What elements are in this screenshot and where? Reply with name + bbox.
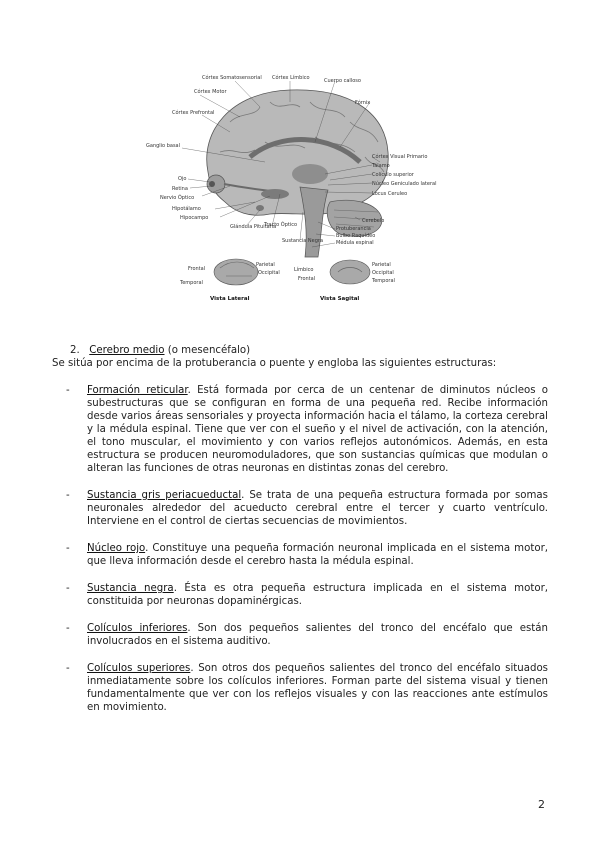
label-cortex-visual-primario: Córtex Visual Primario: [372, 154, 428, 160]
label-ganglio-basal: Ganglio basal: [146, 143, 181, 149]
item-text: . Está formada por cerca de un centenar de diminutos núcleos o subestructuras que se configuran en forma de una pequeña red. Recibe información desde varios áreas sensoriales y proyecta información hacia el tálamo, la corteza cerebral y la médula espinal. Tiene que ver con el sueño y el nivel de activación, con la atención, el tono muscular, el movimiento y con varios reflejos autonómicos. Además, en esta estructura se producen neuromoduladores, que son sustancias químicas que modulan o alteran las funciones de otras neuronas en distintas zonas del cerebro.: [87, 385, 548, 474]
list-item-sustancia-gris: [52, 489, 548, 528]
lateral-label-frontal: Frontal: [188, 266, 206, 272]
list-dash: -: [66, 543, 70, 554]
label-retina: Retina: [172, 186, 188, 192]
label-sustancia-negra: Sustancia Negra: [282, 238, 324, 244]
label-cortex-limbico: Córtex Límbico: [272, 75, 310, 81]
item-text: . Ésta es otra pequeña estructura implicada en el sistema motor, constituida por neuronas dopaminérgicas.: [87, 583, 548, 607]
label-cortex-prefrontal: Córtex Prefrontal: [172, 110, 215, 116]
label-talamo: Tálamo: [372, 163, 390, 169]
label-nucleo-geniculado-lateral: Núcleo Geniculado lateral: [372, 181, 437, 187]
item-text: . Son dos pequeños salientes del tronco del encéfalo que están involucrados en el sistema auditivo.: [87, 623, 548, 647]
item-term: Sustancia gris periacueductal: [87, 490, 242, 501]
label-locus-ceruleo: Locus Ceruleo: [372, 191, 408, 197]
label-bulbo-raquideo: Bulbo Raquídeo: [336, 233, 376, 239]
lateral-label-occipital: Occipital: [258, 270, 280, 276]
label-hipotalamo: Hipotálamo: [172, 206, 201, 212]
section-title-suffix: (o mesencéfalo): [164, 345, 251, 356]
list-dash: -: [66, 623, 70, 634]
item-term: Núcleo rojo: [87, 543, 146, 554]
lateral-label-temporal: Temporal: [180, 280, 203, 286]
label-ojo: Ojo: [178, 176, 187, 182]
list-dash: -: [66, 490, 70, 501]
label-tracto-optico: Tracto Óptico: [264, 222, 298, 228]
section-number: 2.: [70, 345, 80, 356]
sagittal-view: [294, 260, 395, 302]
sagittal-label-occipital: Occipital: [372, 270, 394, 276]
label-cerebelo: Cerebelo: [362, 218, 385, 224]
brain-anatomy-figure: [140, 62, 470, 312]
thalamus-shape: [292, 164, 328, 184]
label-protuberancia: Protuberancia: [336, 226, 371, 232]
item-term: Formación reticular: [87, 385, 188, 396]
sagittal-label-frontal: Frontal: [298, 276, 316, 282]
label-medula-espinal: Médula espinal: [336, 240, 374, 246]
list-item-coliculos-inferiores: [52, 622, 548, 648]
hippocampus-shape: [261, 189, 289, 199]
label-nervio-optico: Nervio Óptico: [160, 195, 195, 201]
sagittal-label-parietal: Parietal: [372, 262, 391, 268]
lateral-caption: Vista Lateral: [210, 296, 250, 302]
item-term: Colículos inferiores: [87, 623, 188, 634]
label-cortex-motor: Córtex Motor: [194, 89, 227, 95]
item-term: Colículos superiores: [87, 663, 191, 674]
label-fornix: Fórnix: [355, 100, 371, 106]
item-text: . Constituye una pequeña formación neuronal implicada en el sistema motor, que lleva información desde el cerebro hasta la médula espinal.: [87, 543, 548, 567]
sagittal-label-limbico: Límbico: [294, 267, 314, 273]
body-text: [52, 344, 548, 714]
item-text: . Son otros dos pequeños salientes del tronco del encéfalo situados inmediatamente sobre los colículos inferiores. Forman parte del sistema visual y tienen fundamentalmente que ver con los reflejos visuales y con las reacciones ante estímulos en movimiento.: [87, 663, 548, 713]
section-heading: [52, 344, 548, 357]
lateral-label-parietal: Parietal: [256, 262, 275, 268]
label-coliculo-superior: Colículo superior: [372, 172, 414, 178]
label-cortex-somatosensorial: Córtex Somatosensorial: [202, 75, 262, 81]
sagittal-label-temporal: Temporal: [372, 278, 395, 284]
label-glandula-pituitaria: Glándula Pituitaria: [230, 224, 277, 230]
item-text: . Se trata de una pequeña estructura formada por somas neuronales alrededor del acueducto cerebral entre el tercer y cuarto ventrículo. Interviene en el control de ciertas secuencias de movimientos.: [87, 490, 548, 527]
label-hipocampo: Hipocampo: [180, 215, 209, 221]
list-item-sustancia-negra: [52, 582, 548, 608]
section-intro: Se sitúa por encima de la protuberancia o puente y engloba las siguientes estructuras:: [52, 358, 497, 369]
cerebrum-shape: [207, 90, 389, 215]
sagittal-caption: Vista Sagital: [320, 296, 360, 302]
section-title: Cerebro medio: [89, 345, 165, 356]
list-dash: -: [66, 583, 70, 594]
list-dash: -: [66, 385, 70, 396]
label-cuerpo-calloso: Cuerpo calloso: [324, 78, 361, 84]
list-item-formacion-reticular: [52, 384, 548, 475]
lateral-view: [179, 259, 280, 302]
item-term: Sustancia negra: [87, 583, 174, 594]
brain-diagram: [140, 62, 470, 312]
list-item-coliculos-superiores: [52, 662, 548, 714]
list-item-nucleo-rojo: [52, 542, 548, 568]
list-dash: -: [66, 663, 70, 674]
page-number: 2: [538, 798, 545, 811]
